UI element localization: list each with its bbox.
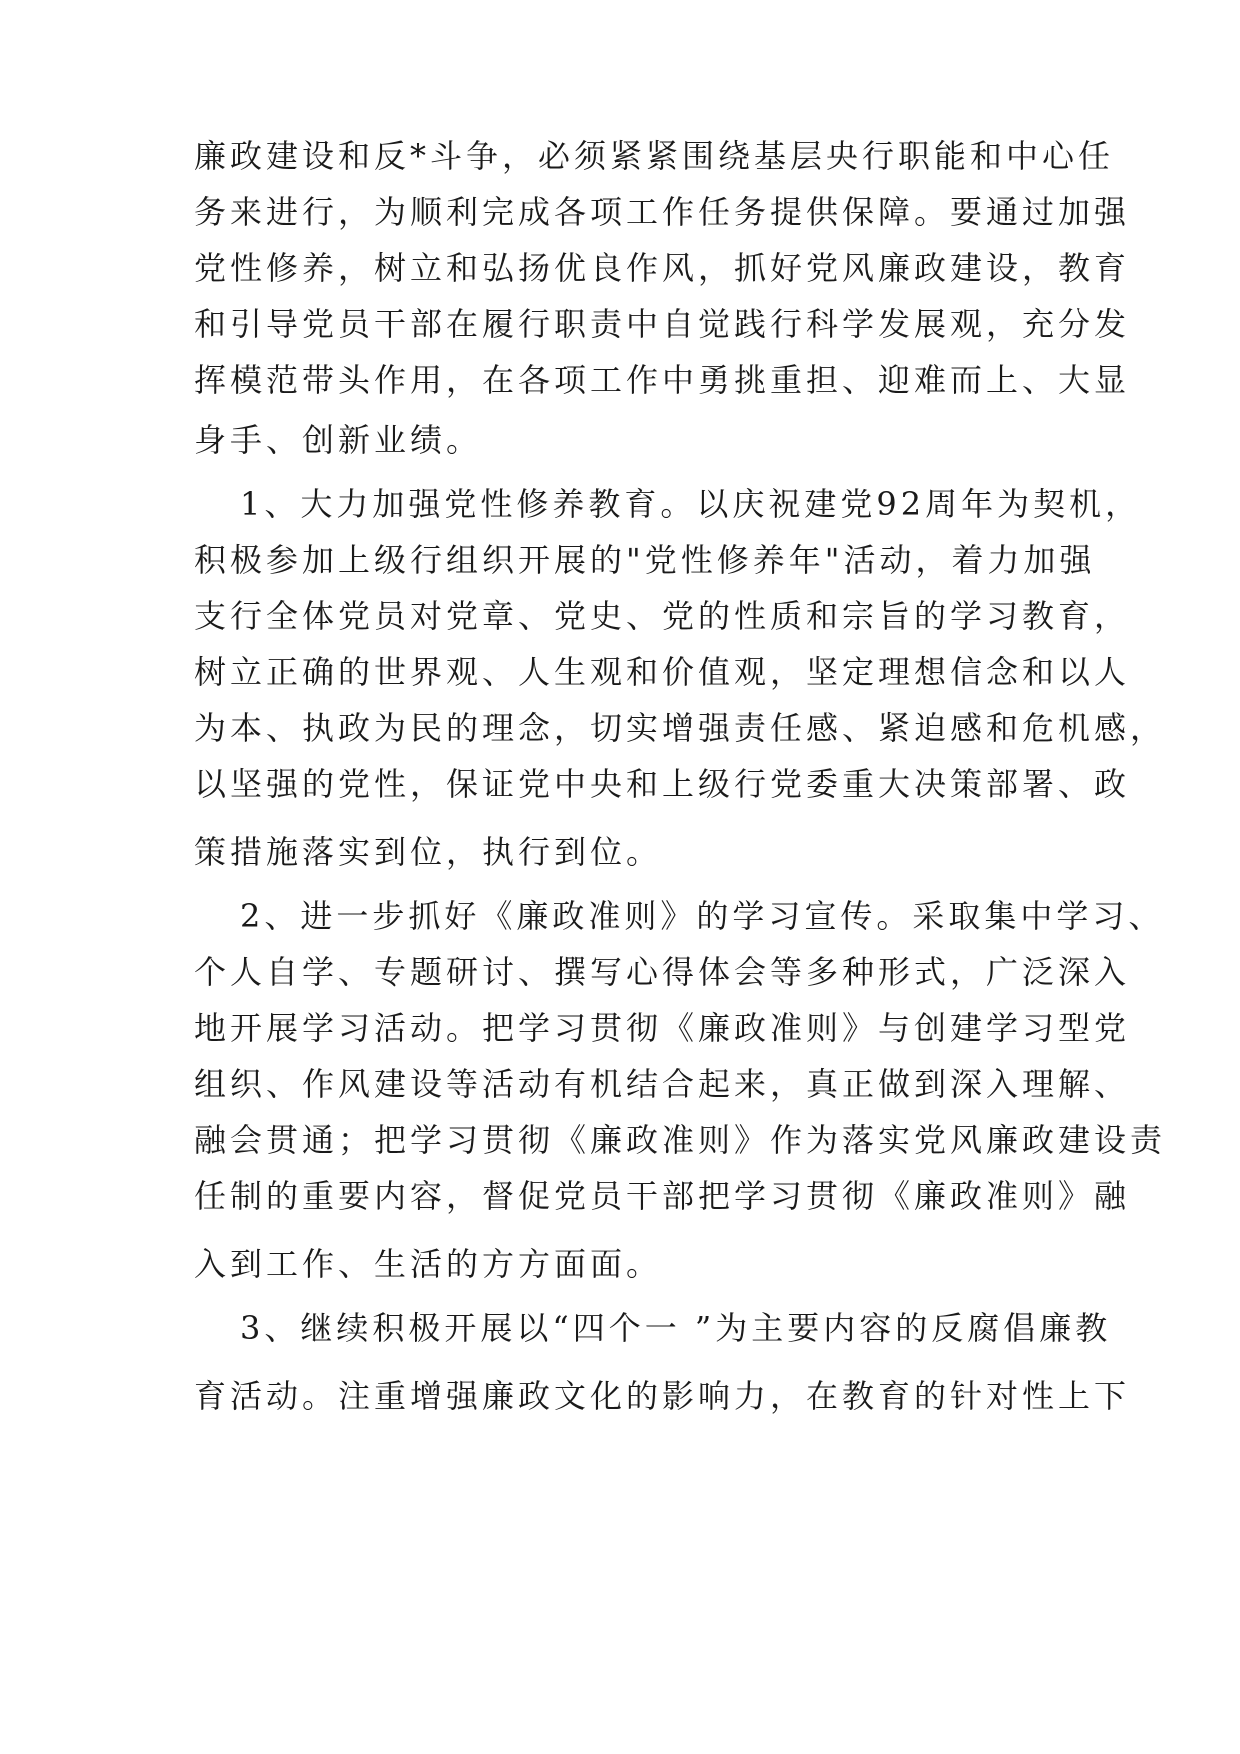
paragraph-2-first-line: 2、进一步抓好《廉政准则》的学习宣传。采取集中学习、 [240,897,1165,935]
paragraph-3-first-line: 3、继续积极开展以“四个一 ”为主要内容的反腐倡廉教 [240,1309,1112,1347]
text-line-15: 个人自学、专题研讨、撰写心得体会等多种形式，广泛深入 [194,953,1131,991]
text-line-12: 以坚强的党性，保证党中央和上级行党委重大决策部署、政 [194,765,1131,803]
text-line-8: 积极参加上级行组织开展的"党性修养年"活动，着力加强 [194,541,1096,579]
text-line-10: 树立正确的世界观、人生观和价值观，坚定理想信念和以人 [194,653,1131,691]
text-line-17: 组织、作风建设等活动有机结合起来，真正做到深入理解、 [194,1065,1131,1103]
text-line-13: 策措施落实到位，执行到位。 [194,833,663,871]
text-line-2: 务来进行，为顺利完成各项工作任务提供保障。要通过加强 [194,193,1131,231]
text-line-18: 融会贯通；把学习贯彻《廉政准则》作为落实党风廉政建设责 [194,1121,1167,1159]
text-line-22: 育活动。注重增强廉政文化的影响力，在教育的针对性上下 [194,1377,1131,1415]
text-line-4: 和引导党员干部在履行职责中自觉践行科学发展观，充分发 [194,305,1131,343]
text-line-16: 地开展学习活动。把学习贯彻《廉政准则》与创建学习型党 [194,1009,1131,1047]
text-line-11: 为本、执政为民的理念，切实增强责任感、紧迫感和危机感， [194,709,1167,747]
text-line-3: 党性修养，树立和弘扬优良作风，抓好党风廉政建设，教育 [194,249,1131,287]
text-line-6: 身手、创新业绩。 [194,421,483,459]
text-line-9: 支行全体党员对党章、党史、党的性质和宗旨的学习教育， [194,597,1131,635]
text-line-5: 挥模范带头作用，在各项工作中勇挑重担、迎难而上、大显 [194,361,1131,399]
text-line-20: 入到工作、生活的方方面面。 [194,1245,663,1283]
paragraph-1-first-line: 1、大力加强党性修养教育。以庆祝建党92周年为契机， [240,485,1142,523]
text-line-1: 廉政建设和反*斗争，必须紧紧围绕基层央行职能和中心任 [194,137,1115,175]
text-line-19: 任制的重要内容，督促党员干部把学习贯彻《廉政准则》融 [194,1177,1131,1215]
